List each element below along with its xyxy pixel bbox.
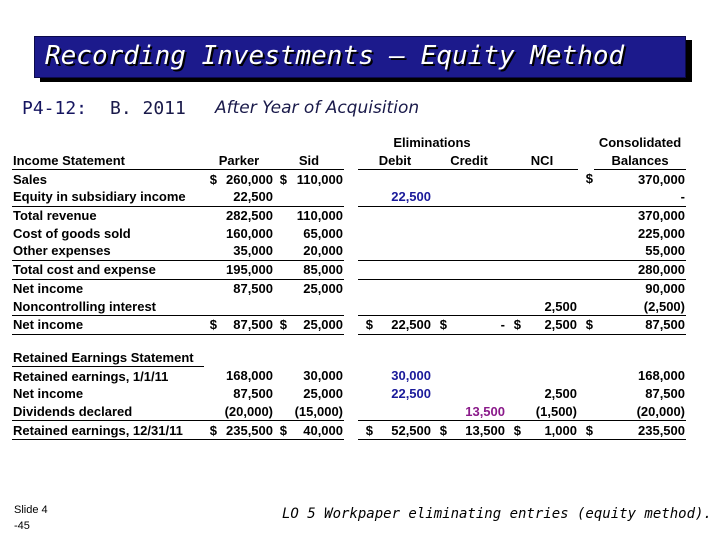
parker-dollar [204, 206, 218, 224]
credit-dollar [432, 242, 448, 260]
credit-dollar [432, 385, 448, 403]
parker-dollar: $ [204, 315, 218, 334]
sid-cell: 85,000 [288, 260, 344, 279]
row-label: Dividends declared [12, 403, 204, 421]
slide-number [14, 502, 48, 534]
nci-cell [522, 242, 578, 260]
consolidated-cell: (2,500) [594, 297, 686, 315]
sid-dollar [274, 206, 288, 224]
parker-header: Parker [204, 152, 274, 170]
credit-cell [448, 188, 506, 206]
credit-dollar [432, 206, 448, 224]
nci-cell: 1,000 [522, 421, 578, 440]
header-row-1 [12, 134, 686, 152]
income-statement-header: Income Statement [12, 152, 204, 170]
sid-cell: 110,000 [296, 171, 343, 187]
debit-header: Debit [358, 152, 432, 170]
sid-dollar: $ [279, 171, 287, 187]
problem-label: P4-12: [22, 98, 88, 119]
debit-cell [374, 242, 432, 260]
consolidated-cell: 280,000 [594, 260, 686, 279]
consolidated-dollar [578, 206, 594, 224]
sid-header: Sid [274, 152, 344, 170]
table-row [12, 260, 686, 279]
consolidated-cell: (20,000) [594, 403, 686, 421]
nci-cell [522, 170, 578, 188]
parker-cell: 87,500 [233, 386, 273, 402]
problem-part: B. 2011 [110, 98, 186, 119]
parker-cell: 87,500 [233, 280, 273, 296]
parker-cell: 168,000 [226, 368, 273, 384]
parker-cell: 260,000 [226, 171, 273, 187]
consolidated-dollar [578, 188, 594, 206]
credit-cell: 13,500 [448, 421, 506, 440]
nci-dollar [506, 170, 522, 188]
debit-cell [374, 206, 432, 224]
table-row [12, 421, 686, 440]
slide-title: Recording Investments – Equity Method [45, 41, 625, 71]
parker-dollar [204, 188, 218, 206]
consolidated-cell: 235,500 [594, 421, 686, 440]
table-row [12, 367, 686, 385]
sid-cell: 40,000 [288, 421, 344, 440]
parker-cell: 195,000 [218, 260, 274, 279]
consolidated-cell: 225,000 [638, 225, 685, 241]
parker-dollar [204, 297, 218, 315]
learning-objective-footer: LO 5 Workpaper eliminating entries (equity method). [282, 506, 712, 522]
consolidated-dollar [578, 367, 594, 385]
nci-cell: 2,500 [522, 315, 578, 334]
parker-dollar [204, 260, 218, 279]
consolidated-dollar [578, 297, 594, 315]
debit-dollar: $ [358, 421, 374, 440]
sid-dollar [274, 188, 288, 206]
sid-cell: 25,000 [288, 315, 344, 334]
parker-cell: 22,500 [218, 188, 274, 206]
debit-dollar [358, 188, 374, 206]
parker-dollar [204, 385, 218, 403]
table-row [12, 206, 686, 224]
credit-dollar [432, 170, 448, 188]
credit-dollar [432, 403, 448, 421]
parker-cell: 35,000 [218, 242, 274, 260]
debit-dollar [358, 297, 374, 315]
credit-dollar [432, 188, 448, 206]
sid-dollar [274, 297, 288, 315]
parker-cell [218, 297, 274, 315]
sid-dollar: $ [274, 315, 288, 334]
nci-dollar [506, 260, 522, 279]
consolidated-cell: 87,500 [594, 315, 686, 334]
nci-cell [522, 206, 578, 224]
parker-dollar: $ [209, 171, 217, 187]
row-label: Total cost and expense [12, 260, 204, 279]
debit-dollar [358, 242, 374, 260]
nci-dollar [506, 403, 522, 421]
consolidated-dollar [578, 260, 594, 279]
table-row [12, 315, 686, 334]
consolidation-worksheet [12, 134, 686, 440]
debit-cell [374, 170, 432, 188]
sid-dollar [274, 385, 288, 403]
nci-cell [522, 260, 578, 279]
debit-cell: 52,500 [374, 421, 432, 440]
nci-cell [522, 367, 578, 385]
parker-cell: (20,000) [218, 403, 274, 421]
parker-dollar [204, 224, 218, 242]
sid-dollar [274, 279, 288, 297]
table-row [12, 279, 686, 297]
consolidated-dollar: $ [578, 315, 594, 334]
credit-dollar: $ [432, 421, 448, 440]
table-row [12, 385, 686, 403]
sid-cell: 20,000 [288, 242, 344, 260]
debit-dollar [358, 367, 374, 385]
row-label: Sales [13, 171, 47, 187]
parker-cell: 282,500 [226, 208, 273, 224]
consolidated-dollar: $ [578, 421, 594, 440]
debit-dollar [358, 170, 374, 188]
nci-dollar: $ [506, 421, 522, 440]
spacer-row [12, 334, 686, 349]
credit-cell: 13,500 [448, 403, 506, 421]
debit-dollar: $ [358, 315, 374, 334]
sid-cell: 25,000 [303, 386, 343, 402]
sid-dollar [274, 403, 288, 421]
credit-cell [448, 279, 506, 297]
parker-dollar [204, 367, 218, 385]
table-row [12, 403, 686, 421]
credit-dollar [432, 224, 448, 242]
sid-cell: 110,000 [296, 208, 343, 224]
debit-dollar [358, 279, 374, 297]
consolidated-header: Consolidated [598, 135, 682, 151]
debit-cell [374, 297, 432, 315]
nci-cell [522, 224, 578, 242]
credit-cell [448, 170, 506, 188]
parker-dollar: $ [204, 421, 218, 440]
sid-dollar [274, 224, 288, 242]
debit-cell [374, 224, 432, 242]
nci-dollar [506, 279, 522, 297]
consolidated-cell: - [594, 188, 686, 206]
parker-cell: 235,500 [218, 421, 274, 440]
slide-number-line2: -45 [14, 520, 30, 532]
row-label: Equity in subsidiary income [12, 188, 204, 206]
credit-cell [448, 206, 506, 224]
sid-dollar [274, 367, 288, 385]
consolidated-cell: 370,000 [638, 171, 685, 187]
row-label: Cost of goods sold [13, 225, 131, 241]
debit-cell: 22,500 [374, 315, 432, 334]
parker-cell: 87,500 [218, 315, 274, 334]
header-row-2 [12, 152, 686, 170]
debit-dollar [358, 260, 374, 279]
debit-dollar [358, 224, 374, 242]
debit-cell [374, 260, 432, 279]
sid-cell: 30,000 [303, 368, 343, 384]
parker-dollar [204, 242, 218, 260]
nci-dollar [506, 367, 522, 385]
credit-dollar: $ [432, 315, 448, 334]
debit-cell [374, 279, 432, 297]
nci-dollar [506, 385, 522, 403]
sid-cell [288, 297, 344, 315]
nci-header: NCI [506, 152, 578, 170]
credit-cell [448, 297, 506, 315]
credit-cell: - [448, 315, 506, 334]
debit-cell: 22,500 [374, 188, 432, 206]
row-label: Net income [13, 280, 84, 296]
nci-dollar [506, 188, 522, 206]
parker-dollar [204, 403, 218, 421]
nci-dollar [506, 206, 522, 224]
credit-cell [448, 224, 506, 242]
row-label: Other expenses [12, 242, 204, 260]
nci-cell: 2,500 [522, 297, 578, 315]
sid-cell [288, 188, 344, 206]
credit-header: Credit [432, 152, 506, 170]
debit-dollar [358, 403, 374, 421]
credit-dollar [432, 260, 448, 279]
table-row [12, 188, 686, 206]
sid-cell: 25,000 [303, 280, 343, 296]
consolidated-cell: 55,000 [594, 242, 686, 260]
nci-cell [522, 279, 578, 297]
worksheet-body [12, 134, 686, 440]
row-label: Net income [12, 315, 204, 334]
nci-dollar: $ [506, 315, 522, 334]
row-label: Retained earnings, 12/31/11 [12, 421, 204, 440]
parker-cell: 160,000 [226, 225, 273, 241]
consolidated-dollar [578, 403, 594, 421]
sid-cell: 65,000 [303, 225, 343, 241]
nci-cell: (1,500) [522, 403, 578, 421]
table-row [12, 170, 686, 188]
consolidated-cell: 90,000 [645, 280, 685, 296]
consolidated-dollar [578, 224, 594, 242]
table-row [12, 242, 686, 260]
credit-dollar [432, 279, 448, 297]
problem-subtitle: After Year of Acquisition [215, 98, 420, 118]
row-label: Retained earnings, 1/1/11 [13, 368, 169, 384]
credit-dollar [432, 297, 448, 315]
nci-cell [522, 188, 578, 206]
consolidated-cell: 370,000 [638, 208, 685, 224]
debit-dollar [358, 385, 374, 403]
retained-earnings-header-row [12, 349, 686, 367]
row-label: Net income [13, 386, 84, 402]
table-row [12, 297, 686, 315]
credit-cell [448, 367, 506, 385]
consolidated-dollar [578, 242, 594, 260]
credit-cell [448, 385, 506, 403]
debit-cell: 22,500 [391, 386, 431, 402]
sid-dollar: $ [274, 421, 288, 440]
sid-dollar [274, 260, 288, 279]
title-banner [34, 36, 686, 78]
eliminations-header: Eliminations [393, 135, 471, 151]
row-label: Noncontrolling interest [12, 297, 204, 315]
consolidated-cell: 87,500 [645, 386, 685, 402]
table-row [12, 224, 686, 242]
credit-dollar [432, 367, 448, 385]
nci-dollar [506, 297, 522, 315]
balances-header: Balances [594, 152, 686, 170]
retained-earnings-header: Retained Earnings Statement [12, 349, 204, 367]
consolidated-dollar: $ [585, 171, 593, 187]
credit-cell [448, 260, 506, 279]
sid-cell: (15,000) [288, 403, 344, 421]
debit-cell [374, 403, 432, 421]
sid-dollar [274, 242, 288, 260]
consolidated-dollar [578, 279, 594, 297]
nci-dollar [506, 224, 522, 242]
nci-cell: 2,500 [544, 386, 577, 402]
slide-number-line1: Slide 4 [14, 504, 48, 516]
debit-dollar [358, 206, 374, 224]
parker-dollar [204, 279, 218, 297]
nci-dollar [506, 242, 522, 260]
consolidated-cell: 168,000 [638, 368, 685, 384]
row-label: Total revenue [13, 208, 97, 224]
consolidated-dollar [578, 385, 594, 403]
debit-cell: 30,000 [391, 368, 431, 384]
credit-cell [448, 242, 506, 260]
